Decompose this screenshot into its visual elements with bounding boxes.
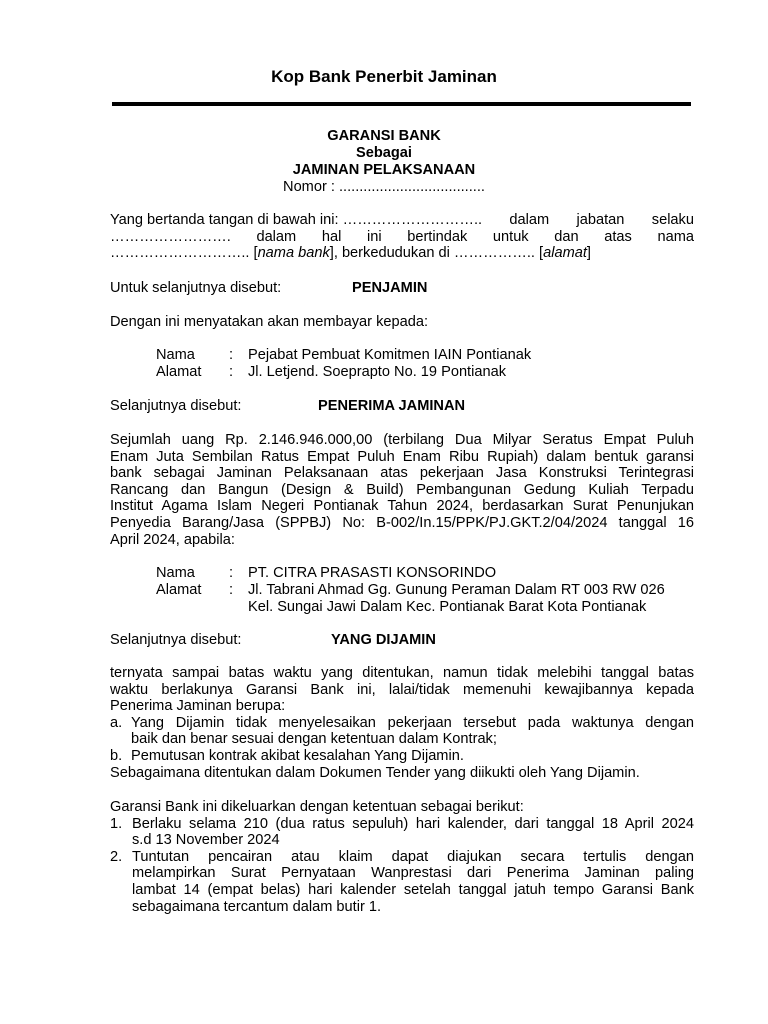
intro-text: ……………………….. [ xyxy=(110,245,258,262)
intro-word: dalam xyxy=(256,228,297,245)
document-title-block xyxy=(0,128,768,196)
recipient-alamat-label: Alamat xyxy=(156,364,202,380)
amount-line: bank sebagai Jaminan Pelaksanaan atas pekerjaan Jasa Konstruksi Terintegrasi xyxy=(110,465,694,482)
intro-word: ……………………. xyxy=(110,228,231,245)
intro-line-1 xyxy=(110,212,694,229)
recipient-alamat-colon: : xyxy=(229,364,234,380)
conditions-line: ternyata sampai batas waktu yang ditentukan, namun tidak melebihi tanggal batas xyxy=(110,665,694,681)
terms-item-text: Berlaku selama 210 (dua ratus sepuluh) hari kalender, dari tanggal 18 April 2024 xyxy=(132,815,694,832)
title-jaminan-pelaksanaan: JAMINAN PELAKSANAAN xyxy=(292,162,476,178)
intro-signatory: Yang bertanda tangan di bawah ini: ……………………….. xyxy=(110,212,483,228)
bank-name-placeholder: nama bank xyxy=(257,245,330,262)
amount-paragraph xyxy=(110,432,694,548)
intro-word: jabatan xyxy=(576,212,625,228)
guaranteed-nama-label: Nama xyxy=(156,565,195,581)
conditions-closing: Sebagaimana ditentukan dalam Dokumen Tender yang diikukti oleh Yang Dijamin. xyxy=(110,764,640,781)
terms-item-2 xyxy=(110,849,694,915)
terms-intro: Garansi Bank ini dikeluarkan dengan ketentuan sebagai berikut: xyxy=(110,799,524,815)
dijamin-value: YANG DIJAMIN xyxy=(331,632,436,648)
terms-item-text: melampirkan Surat Pernyataan Wanprestasi dari Penerima Jaminan paling xyxy=(132,865,694,882)
guaranteed-alamat-label: Alamat xyxy=(156,582,202,598)
intro-word: hal xyxy=(321,228,342,245)
letterhead-title: Kop Bank Penerbit Jaminan xyxy=(271,67,497,86)
terms-item-1 xyxy=(110,816,694,849)
intro-word: dalam xyxy=(509,212,550,228)
dijamin-label: Selanjutnya disebut: xyxy=(110,632,242,648)
intro-word: selaku xyxy=(651,212,694,228)
amount-line: Sejumlah uang Rp. 2.146.946.000,00 (terbilang Dua Milyar Seratus Empat Puluh xyxy=(110,432,694,448)
intro-line-3 xyxy=(110,245,694,262)
recipient-nama-label: Nama xyxy=(156,347,195,363)
address-placeholder: alamat xyxy=(543,245,587,262)
guaranteed-alamat-value-1: Jl. Tabrani Ahmad Gg. Gunung Peraman Dalam RT 003 RW 026 xyxy=(248,582,665,598)
guaranteed-nama-colon: : xyxy=(229,565,234,581)
title-garansi-bank: GARANSI BANK xyxy=(327,128,441,144)
intro-word: atas xyxy=(604,228,632,245)
penerima-label: Selanjutnya disebut: xyxy=(110,398,242,414)
conditions-line: Penerima Jaminan berupa: xyxy=(110,698,286,715)
conditions-item-text: Yang Dijamin tidak menyelesaikan pekerjaan tersebut pada waktunya dengan xyxy=(131,714,694,731)
guaranteed-alamat-colon: : xyxy=(229,582,234,598)
intro-word: nama xyxy=(657,228,694,245)
amount-line: Rancang dan Bangun (Design & Build) Pembangunan Gedung Kuliah Terpadu xyxy=(110,481,694,498)
intro-word: untuk xyxy=(492,228,529,245)
penjamin-value: PENJAMIN xyxy=(352,280,428,296)
recipient-nama-colon: : xyxy=(229,347,234,363)
amount-line: Institut Agama Islam Negeri Pontianak Tahun 2024, berdasarkan Surat Penunjukan xyxy=(110,498,694,515)
amount-line: Penyedia Barang/Jasa (SPPBJ) No: B-002/In.15/PPK/PJ.GKT.2/04/2024 tanggal 16 xyxy=(110,514,694,531)
intro-word: ini xyxy=(366,228,382,245)
conditions-item-b xyxy=(110,748,694,765)
terms-item-text: sebagaimana tercantum dalam butir 1. xyxy=(132,898,382,915)
title-nomor: Nomor : .................................... xyxy=(283,179,485,195)
list-marker: 1. xyxy=(110,815,123,832)
recipient-nama-value: Pejabat Pembuat Komitmen IAIN Pontianak xyxy=(248,347,532,363)
penerima-value: PENERIMA JAMINAN xyxy=(318,398,466,414)
conditions-line: waktu berlakunya Garansi Bank ini, lalai/tidak memenuhi kewajibannya kepada xyxy=(110,681,694,698)
list-marker: b. xyxy=(110,747,123,764)
intro-paragraph xyxy=(110,212,694,262)
intro-word: dan xyxy=(554,228,579,245)
intro-line-2 xyxy=(110,229,694,246)
penjamin-label: Untuk selanjutnya disebut: xyxy=(110,280,282,296)
title-sebagai: Sebagai xyxy=(356,145,412,161)
conditions-item-text: baik dan benar sesuai dengan ketentuan dalam Kontrak; xyxy=(131,731,497,748)
guaranteed-nama-value: PT. CITRA PRASASTI KONSORINDO xyxy=(248,565,497,581)
intro-text: ], berkedudukan di …………….. [ xyxy=(329,245,544,262)
conditions-paragraph xyxy=(110,665,694,781)
terms-item-text: Tuntutan pencairan atau klaim dapat diajukan secara tertulis dengan xyxy=(132,848,694,865)
list-marker: a. xyxy=(110,714,123,731)
terms-item-text: s.d 13 November 2024 xyxy=(132,832,280,849)
conditions-item-text: Pemutusan kontrak akibat kesalahan Yang Dijamin. xyxy=(131,747,464,764)
conditions-item-a xyxy=(110,715,694,748)
intro-word: bertindak xyxy=(407,228,468,245)
letterhead-rule xyxy=(112,102,691,106)
statement-text: Dengan ini menyatakan akan membayar kepada: xyxy=(110,314,429,330)
guaranteed-alamat-value-2: Kel. Sungai Jawi Dalam Kec. Pontianak Barat Kota Pontianak xyxy=(248,599,647,615)
intro-text: ] xyxy=(586,245,591,262)
recipient-alamat-value: Jl. Letjend. Soeprapto No. 19 Pontianak xyxy=(248,364,506,380)
amount-line: April 2024, apabila: xyxy=(110,531,235,548)
amount-line: Enam Juta Sembilan Ratus Empat Puluh Enam Ribu Rupiah) dalam bentuk garansi xyxy=(110,448,694,465)
terms-item-text: lambat 14 (empat belas) hari kalender setelah tanggal jatuh tempo Garansi Bank xyxy=(132,881,694,898)
terms-section xyxy=(110,799,694,915)
list-marker: 2. xyxy=(110,848,123,865)
